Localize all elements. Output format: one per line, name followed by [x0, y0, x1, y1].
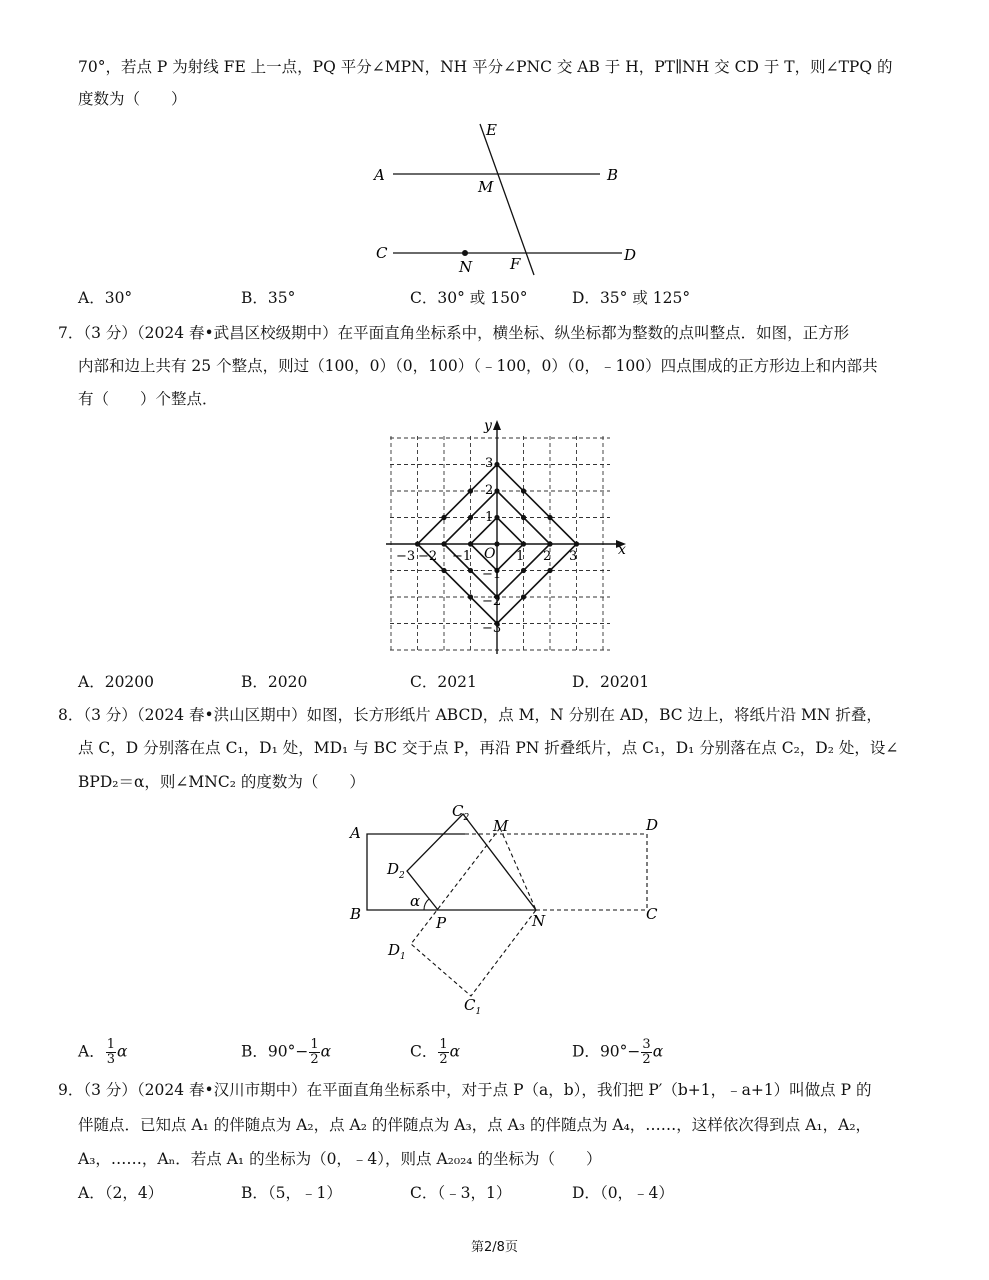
q6-figure [360, 118, 660, 283]
lattice-point [521, 488, 526, 493]
lattice-point [468, 515, 473, 520]
fraction: $\frac{1}{2}$ [439, 1037, 448, 1067]
q9-option-d: D．（0，﹣4） [572, 1184, 674, 1202]
label-n: N [532, 912, 546, 930]
y-axis-arrow [493, 420, 501, 430]
q8-option-c: C． $\frac{1}{2}$ α [410, 1037, 461, 1067]
x-tick-1: 1 [516, 549, 525, 564]
y-tick-m1: −1 [482, 567, 502, 582]
x-tick-m2: −2 [418, 549, 438, 564]
first-fold-outline [411, 828, 536, 996]
lattice-point [494, 462, 499, 467]
label-b: B [607, 166, 619, 184]
label-c2: $C_2$ [452, 802, 470, 823]
label-m: M [493, 817, 509, 835]
lattice-point [547, 568, 552, 573]
label-f: F [510, 255, 521, 273]
q7-option-d: D．20201 [572, 673, 650, 691]
page-number: 第2/8页 [471, 1240, 518, 1255]
lattice-point [415, 541, 420, 546]
label-p: P [436, 914, 447, 932]
folded-flap [407, 814, 536, 910]
q7-text-line-2: 内部和边上共有 25 个整点，则过（100，0）（0，100）（﹣100，0）（0，﹣100）四点围成的正方形边上和内部共 [78, 357, 878, 375]
label-n: N [459, 258, 473, 276]
q9-text-line-3: A₃，……，Aₙ．若点 A₁ 的坐标为（0，﹣4），则点 A₂₀₂₄ 的坐标为（ ） [78, 1150, 602, 1168]
fraction: $\frac{3}{2}$ [642, 1037, 651, 1067]
y-tick-m2: −2 [482, 594, 502, 609]
q7-text-line-1: 7．（3 分）（2024 春•武昌区校级期中）在平面直角坐标系中，横坐标、纵坐标都为整数的点叫整点．如图，正方形 [58, 324, 850, 342]
y-tick-3: 3 [485, 456, 494, 471]
y-tick-2: 2 [485, 483, 494, 498]
label-c: C [646, 905, 658, 923]
q9-text-line-1: 9．（3 分）（2024 春•汉川市期中）在平面直角坐标系中，对于点 P（a，b），我们把 P′（b+1，﹣a+1）叫做点 P 的 [58, 1081, 872, 1099]
label-a: A [374, 166, 385, 184]
q6-text-line-2: 度数为（ ） [78, 90, 187, 108]
q8-folding-figure [340, 798, 680, 1023]
fraction: $\frac{1}{2}$ [310, 1037, 319, 1067]
q9-text-line-2: 伴随点．已知点 A₁ 的伴随点为 A₂，点 A₂ 的伴随点为 A₃，点 A₃ 的伴随点为 A₄，……，这样依次得到点 A₁，A₂， [78, 1116, 872, 1134]
lattice-point [547, 515, 552, 520]
lattice-point [574, 541, 579, 546]
lattice-point [441, 568, 446, 573]
q9-option-a: A．（2，4） [78, 1184, 164, 1202]
q7-option-b: B．2020 [241, 673, 308, 691]
q8-text-line-1: 8．（3 分）（2024 春•洪山区期中）如图，长方形纸片 ABCD，点 M，N 分别在 AD，BC 边上，将纸片沿 MN 折叠， [58, 706, 882, 724]
label-e: E [486, 121, 497, 139]
label-b: B [350, 905, 362, 923]
q7-coordinate-figure [370, 410, 640, 660]
x-tick-m3: −3 [396, 549, 416, 564]
label-d1: $D_1$ [388, 941, 406, 962]
lattice-point [468, 541, 473, 546]
label-m: M [478, 178, 494, 196]
lattice-point [521, 541, 526, 546]
point-n [462, 250, 468, 256]
axis-label-x: x [618, 542, 626, 558]
lattice-point [468, 594, 473, 599]
label-alpha: α [410, 892, 421, 910]
fraction: $\frac{1}{3}$ [106, 1037, 115, 1067]
axis-label-y: y [484, 418, 492, 434]
q8-option-a: A． $\frac{1}{3}$ α [78, 1037, 128, 1067]
lattice-point [521, 594, 526, 599]
q8-option-b: B．90°− $\frac{1}{2}$ α [241, 1037, 332, 1067]
q9-option-c: C．（﹣3，1） [410, 1184, 512, 1202]
q6-option-b: B．35° [241, 289, 296, 307]
label-d: D [624, 246, 637, 264]
lattice-point [521, 568, 526, 573]
lattice-point [521, 515, 526, 520]
q8-text-line-3: BPD₂＝α，则∠MNC₂ 的度数为（ ） [78, 773, 365, 791]
label-a: A [350, 824, 361, 842]
lattice-point [468, 568, 473, 573]
x-tick-2: 2 [543, 549, 552, 564]
label-c: C [376, 244, 388, 262]
lattice-point [441, 515, 446, 520]
lattice-point [441, 541, 446, 546]
q7-option-a: A．20200 [78, 673, 155, 691]
q6-option-a: A．30° [78, 289, 133, 307]
q6-text-line-1: 70°，若点 P 为射线 FE 上一点，PQ 平分∠MPN，NH 平分∠PNC 交 AB 于 H，PT∥NH 交 CD 于 T，则∠TPQ 的 [78, 58, 893, 76]
q6-option-d: D．35° 或 125° [572, 289, 691, 307]
q8-option-d: D．90°− $\frac{3}{2}$ α [572, 1037, 664, 1067]
label-d2: $D_2$ [387, 860, 405, 881]
label-c1: $C_1$ [464, 996, 482, 1017]
q7-text-line-3: 有（ ）个整点． [78, 390, 218, 408]
angle-alpha-arc [424, 899, 429, 910]
y-tick-1: 1 [485, 510, 494, 525]
x-tick-3: 3 [569, 549, 578, 564]
lattice-point [494, 515, 499, 520]
label-d: D [646, 816, 659, 834]
x-tick-m1: −1 [452, 549, 472, 564]
q6-option-c: C．30° 或 150° [410, 289, 528, 307]
origin-label: O [484, 546, 496, 562]
lattice-point [468, 488, 473, 493]
lattice-point [547, 541, 552, 546]
lattice-point [494, 488, 499, 493]
q8-text-line-2: 点 C，D 分别落在点 C₁，D₁ 处，MD₁ 与 BC 交于点 P，再沿 PN 折叠纸片，点 C₁，D₁ 分别落在点 C₂，D₂ 处，设∠ [78, 739, 899, 757]
y-tick-m3: −3 [482, 621, 502, 636]
q7-option-c: C．2021 [410, 673, 477, 691]
q9-option-b: B．（5，﹣1） [241, 1184, 342, 1202]
